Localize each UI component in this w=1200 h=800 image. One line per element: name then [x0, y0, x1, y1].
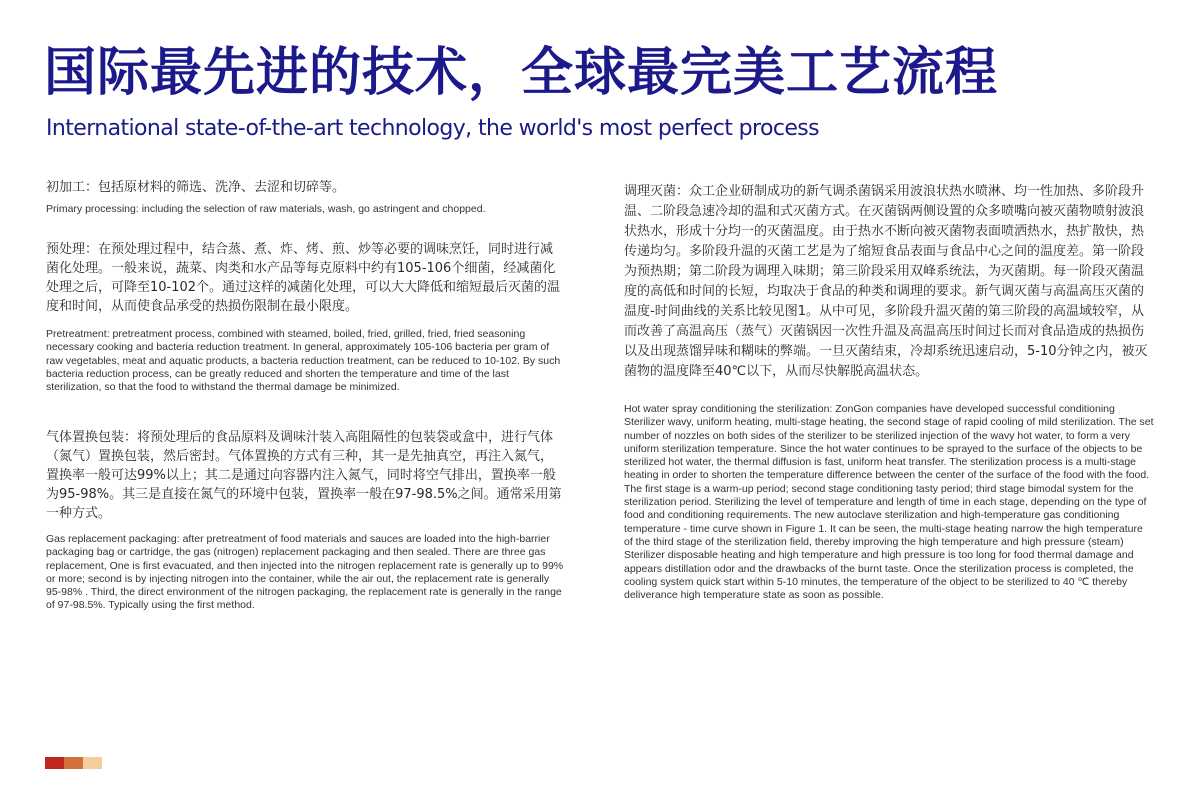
page-title-zh: 国际最先进的技术，全球最完美工艺流程 [44, 43, 999, 103]
right-column [624, 182, 1154, 602]
gas-packaging-en: Gas replacement packaging: after pretreatment of food materials and sauces are loaded into the high-barrier packaging bag or cartridge, the gas (nitrogen) replacement packaging and then sealed. There are three gas replacement, One is first evacuated, and then injected into the nitrogen replacement rate is generally up to 99% or more; second is by injecting nitrogen into the container, while the air out, the replacement rate is generally 95-98% . Third, the direct environment of the nitrogen packaging, the replacement rate is generally in the range of 97-98.5%. Typically using the first method. [46, 533, 564, 612]
pretreatment-en: Pretreatment: pretreatment process, combined with steamed, boiled, fried, grilled, fried, fried seasoning necessary cooking and bacteria reduction treatment. In general, approximately 105-106 bacteria per gram of raw vegetables, meat and aquatic products, a bacteria reduction treatment, can be reduced to 10-102. By such bacteria reduction process, can be greatly reduced and shorten the temperature and time of the last sterilization, so that the food to withstand the thermal damage be minimized. [46, 328, 561, 394]
left-column [46, 178, 564, 612]
swatch-orange [64, 757, 83, 769]
page-title-en: International state-of-the-art technology, the world's most perfect process [46, 116, 819, 141]
primary-processing-en: Primary processing: including the selection of raw materials, wash, go astringent and chopped. [46, 203, 486, 215]
gas-packaging-zh: 气体置换包装：将预处理后的食品原料及调味汁装入高阻隔性的包装袋或盒中，进行气体（氮气）置换包装，然后密封。气体置换的方式有三种，其一是先抽真空，再注入氮气，置换率一般可达99%以上；其二是通过向容器内注入氮气，同时将空气排出，置换率一般为95-98%。其三是直接在氮气的环境中包装，置换率一般在97-98.5%之间。通常采用第一种方式。 [46, 430, 562, 522]
pretreatment-zh: 预处理：在预处理过程中，结合蒸、煮、炸、烤、煎、炒等必要的调味烹饪，同时进行减菌化处理。一般来说，蔬菜、肉类和水产品等每克原料中约有105-106个细菌，经减菌化处理之后，可降至10-102个。通过这样的减菌化处理，可以大大降低和缩短最后灭菌的温度和时间，从而使食品承受的热损伤限制在最小限度。 [46, 242, 561, 315]
sterilization-zh: 调理灭菌：众工企业研制成功的新气调杀菌锅采用波浪状热水喷淋、均一性加热、多阶段升温、二阶段急速冷却的温和式灭菌方式。在灭菌锅两侧设置的众多喷嘴向被灭菌物喷射波浪状热水，形成十分均一的灭菌温度。由于热水不断向被灭菌物表面喷洒热水，热扩散快，热传递均匀。多阶段升温的灭菌工艺是为了缩短食品表面与食品中心之间的温度差。第一阶段为预热期；第二阶段为调理入味期；第三阶段采用双峰系统法，为灭菌期。每一阶段灭菌温度的高低和时间的长短，均取决于食品的种类和调理的要求。新气调灭菌与高温高压灭菌的温度-时间曲线的关系比较见图1。从中可见，多阶段升温灭菌的第三阶段的高温域较窄，从而改善了高温高压（蒸气）灭菌锅因一次性升温及高温高压时间过长而对食品造成的热损伤以及出现蒸馏异味和糊味的弊端。一旦灭菌结束，冷却系统迅速启动，5-10分钟之内，被灭菌物的温度降至40℃以下，从而尽快解脱高温状态。 [624, 184, 1148, 379]
sterilization-en: Hot water spray conditioning the sterilization: ZonGon companies have developed successful conditioning Sterilizer wavy, uniform heating, multi-stage heating, the second stage of rapid cooling of mild sterilization. The set number of nozzles on both sides of the sterilizer to be sterilized injection of the wavy hot water, to form a very uniform sterilization temperature. Since the hot water continues to be sprayed to the surface of the objects to be sterilized hot water, the thermal diffusion is fast, uniform heat transfer. The sterilization process is a multi-stage heating in order to shorten the temperature difference between the center of the surface of the food with the food. The first stage is a warm-up period; second stage conditioning tasty period; third stage bimodal system for the sterilization period. Sterilizing the level of temperature and length of time in each stage, depending on the type of food and conditioning requirements. The new autoclave sterilization and high-temperature gas conditioning temperature - time curve shown in Figure 1. It can be seen, the multi-stage heating narrow the high temperature of the third stage of the sterilization field, thereby improving the high temperature and high pressure (steam) Sterilizer disposable heating and high temperature and high pressure is too long for food thermal damage and appears distillation odor and the drawbacks of the burnt taste. Once the sterilization process is completed, the cooling system quick start within 5-10 minutes, the temperature of the object to be sterilized to 40 ℃ thereby deliverance high temperature state as soon as possible. [624, 403, 1154, 602]
swatch-peach [83, 757, 102, 769]
color-swatches [45, 757, 102, 769]
primary-processing-zh: 初加工：包括原材料的筛选、洗净、去涩和切碎等。 [46, 180, 346, 195]
swatch-red [45, 757, 64, 769]
